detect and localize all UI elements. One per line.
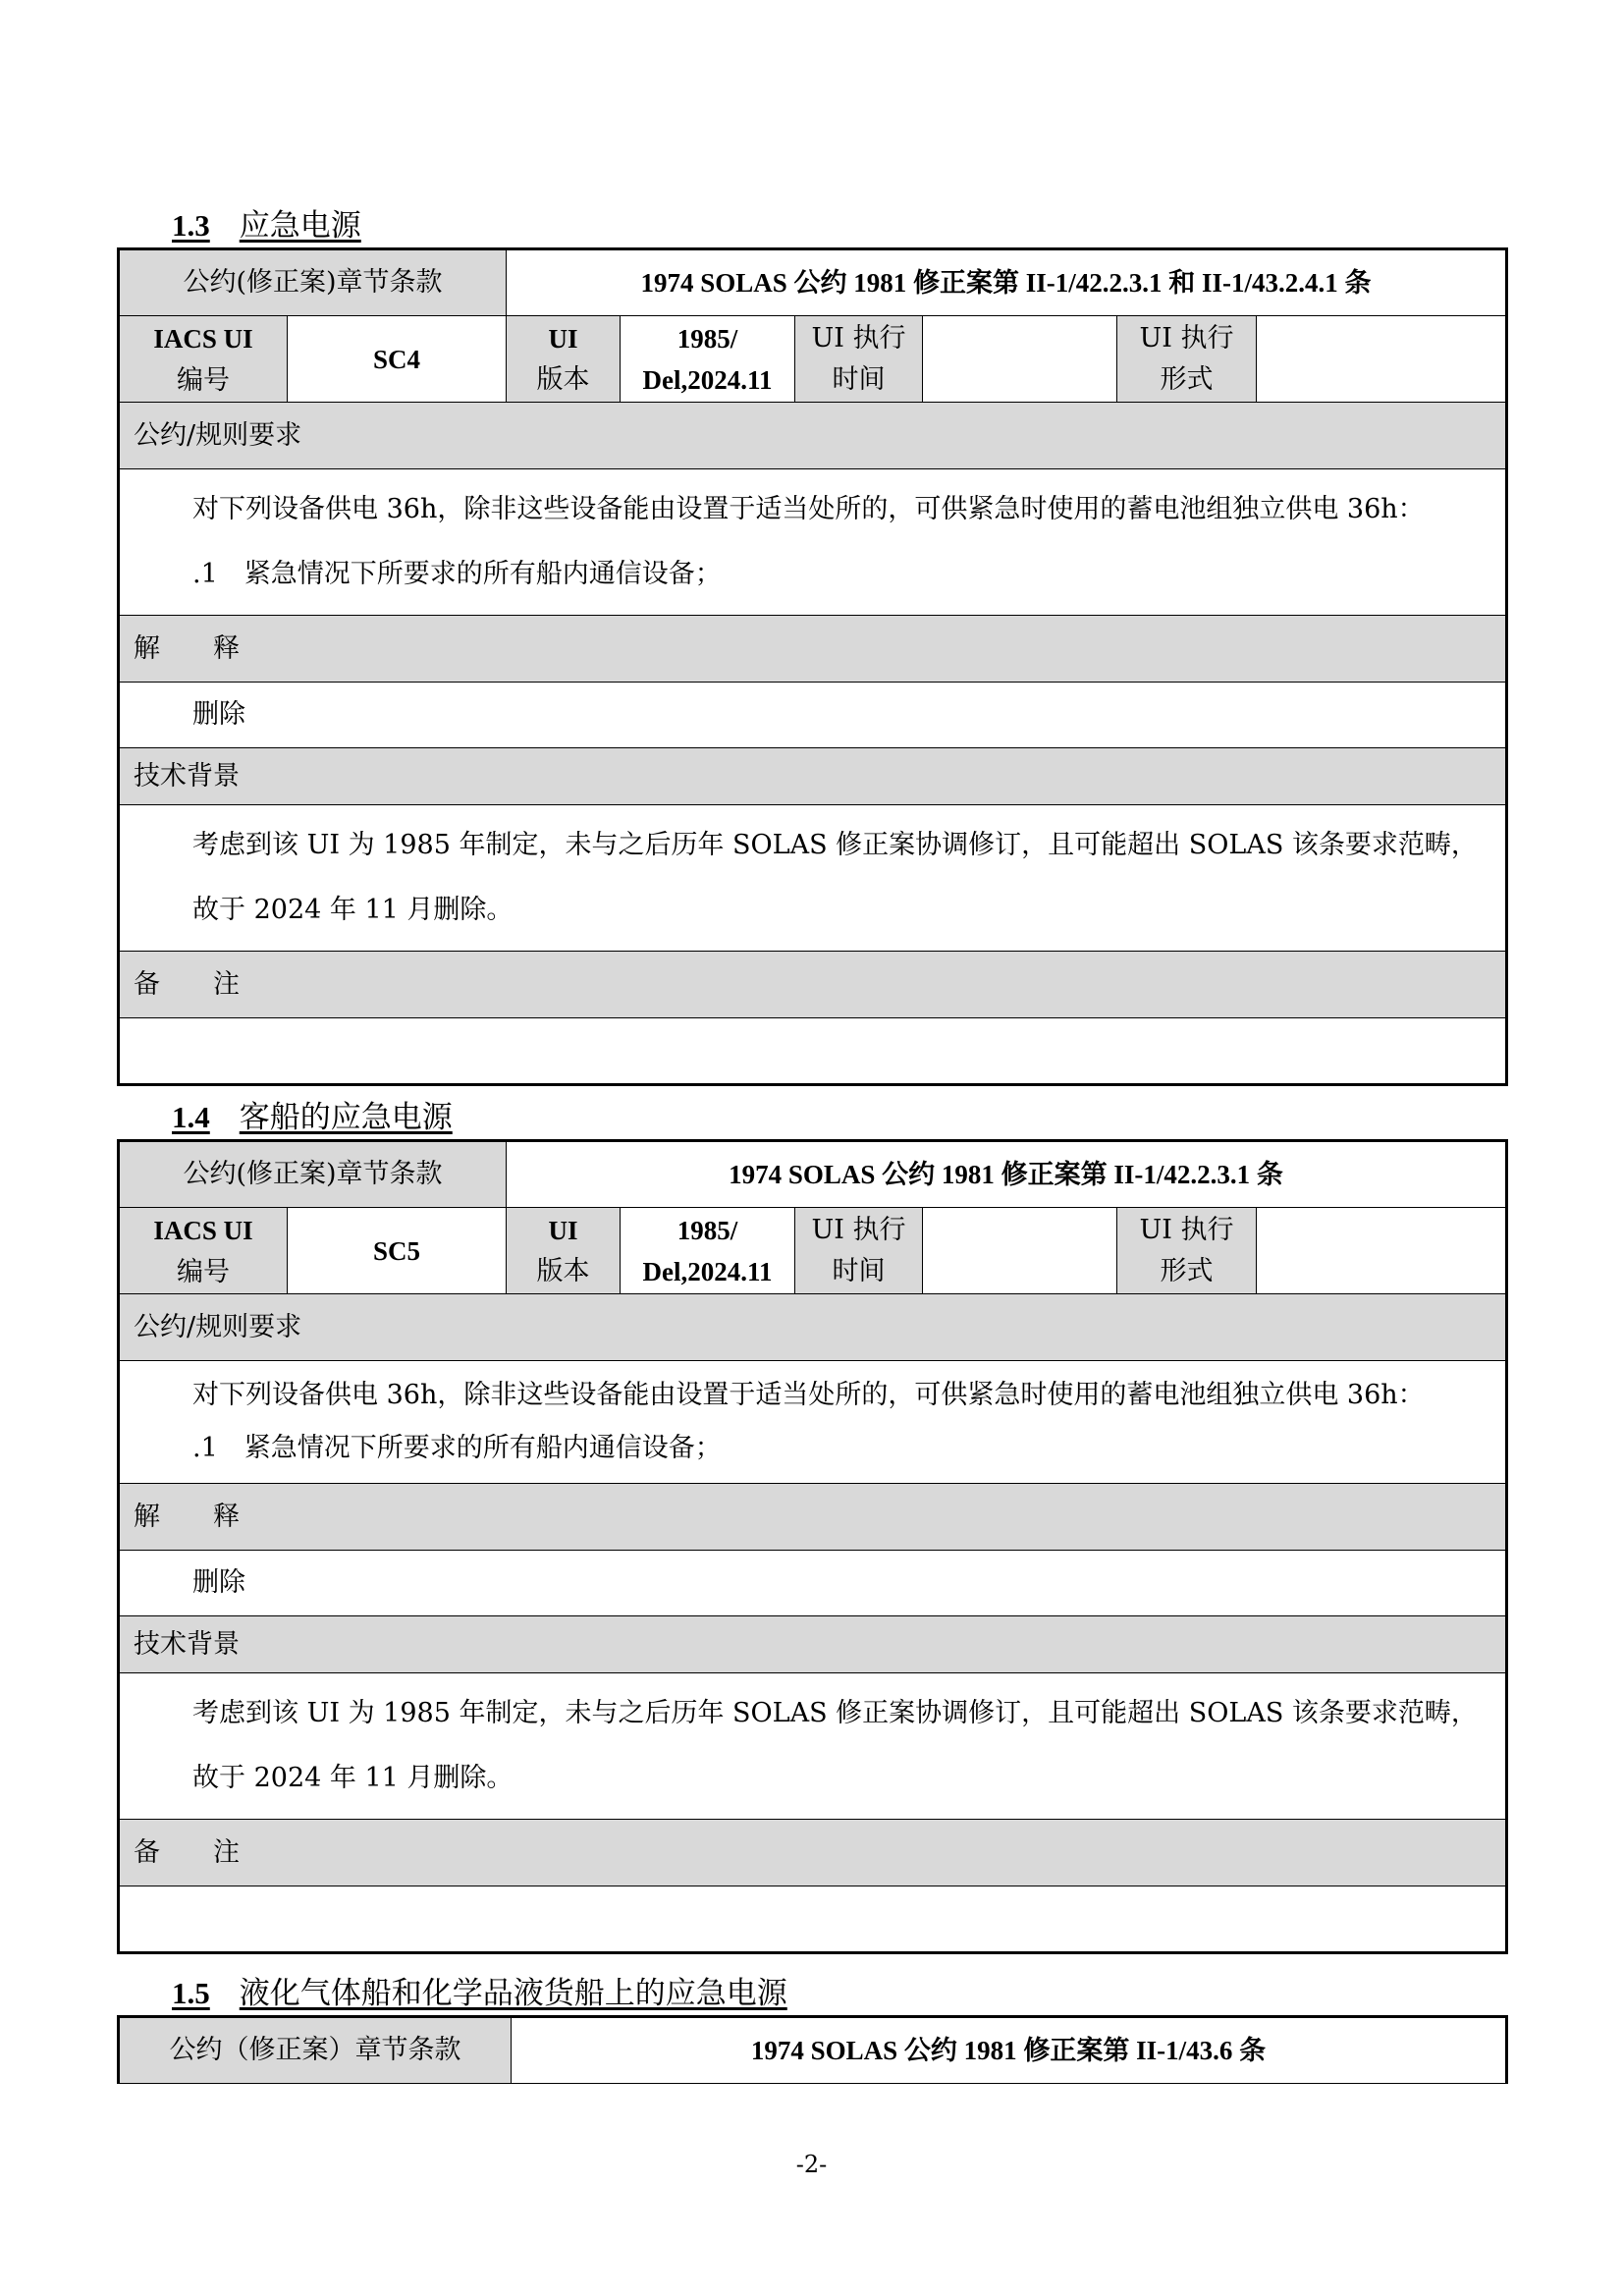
clause-value: 1974 SOLAS 公约 1981 修正案第 II-1/42.2.3.1 条	[507, 1141, 1507, 1208]
notes-heading: 备 注	[119, 952, 1507, 1018]
ui-form-value	[1257, 1208, 1507, 1294]
section-heading: 客船的应急电源	[239, 1100, 453, 1135]
ui-version-label: UI 版本	[507, 1208, 621, 1294]
section-heading: 应急电源	[239, 208, 361, 244]
ui-time-label: UI 执行 时间	[795, 1208, 923, 1294]
ui-table-1-3	[117, 247, 1508, 1086]
section-title-1-4	[172, 1098, 453, 1137]
section-number: 1.4	[172, 1100, 210, 1134]
interpretation-text: 删除	[119, 683, 1507, 748]
section-heading: 液化气体船和化学品液货船上的应急电源	[239, 1976, 787, 2011]
ui-number-label: IACS UI 编号	[119, 1208, 288, 1294]
ui-form-label: UI 执行 形式	[1117, 316, 1257, 403]
clause-label: 公约(修正案)章节条款	[119, 1141, 507, 1208]
ui-version-value: 1985/ Del,2024.11	[621, 1208, 795, 1294]
clause-value: 1974 SOLAS 公约 1981 修正案第 II-1/43.6 条	[512, 2017, 1507, 2084]
notes-text	[119, 1018, 1507, 1085]
clause-value: 1974 SOLAS 公约 1981 修正案第 II-1/42.2.3.1 和 II-1/43.2.4.1 条	[507, 249, 1507, 316]
ui-version-label: UI 版本	[507, 316, 621, 403]
interpretation-heading: 解 释	[119, 616, 1507, 683]
ui-number-value: SC4	[288, 316, 507, 403]
notes-heading: 备 注	[119, 1820, 1507, 1886]
requirements-text: 对下列设备供电 36h，除非这些设备能由设置于适当处所的，可供紧急时使用的蓄电池组独立供电 36h： .1 紧急情况下所要求的所有船内通信设备；	[119, 1361, 1507, 1484]
background-heading: 技术背景	[119, 1616, 1507, 1673]
page-number: -2-	[795, 2151, 828, 2178]
section-number: 1.3	[172, 208, 210, 243]
ui-number-value: SC5	[288, 1208, 507, 1294]
interpretation-heading: 解 释	[119, 1484, 1507, 1551]
ui-table-1-5	[117, 2015, 1508, 2084]
ui-time-label: UI 执行 时间	[795, 316, 923, 403]
section-title-1-3	[172, 206, 361, 246]
ui-form-label: UI 执行 形式	[1117, 1208, 1257, 1294]
background-text: 考虑到该 UI 为 1985 年制定，未与之后历年 SOLAS 修正案协调修订，且可能超出 SOLAS 该条要求范畴， 故于 2024 年 11 月删除。	[119, 1673, 1507, 1820]
ui-form-value	[1257, 316, 1507, 403]
clause-label: 公约(修正案)章节条款	[119, 249, 507, 316]
ui-table-1-4	[117, 1139, 1508, 1954]
clause-label: 公约（修正案）章节条款	[119, 2017, 512, 2084]
section-title-1-5	[172, 1974, 787, 2013]
background-heading: 技术背景	[119, 748, 1507, 805]
notes-text	[119, 1886, 1507, 1953]
requirements-heading: 公约/规则要求	[119, 1294, 1507, 1361]
requirements-text: 对下列设备供电 36h，除非这些设备能由设置于适当处所的，可供紧急时使用的蓄电池组独立供电 36h： .1 紧急情况下所要求的所有船内通信设备；	[119, 469, 1507, 616]
section-number: 1.5	[172, 1976, 210, 2010]
requirements-heading: 公约/规则要求	[119, 403, 1507, 469]
ui-version-value: 1985/ Del,2024.11	[621, 316, 795, 403]
interpretation-text: 删除	[119, 1551, 1507, 1616]
ui-number-label: IACS UI 编号	[119, 316, 288, 403]
background-text: 考虑到该 UI 为 1985 年制定，未与之后历年 SOLAS 修正案协调修订，且可能超出 SOLAS 该条要求范畴， 故于 2024 年 11 月删除。	[119, 805, 1507, 952]
ui-time-value	[923, 316, 1117, 403]
ui-time-value	[923, 1208, 1117, 1294]
